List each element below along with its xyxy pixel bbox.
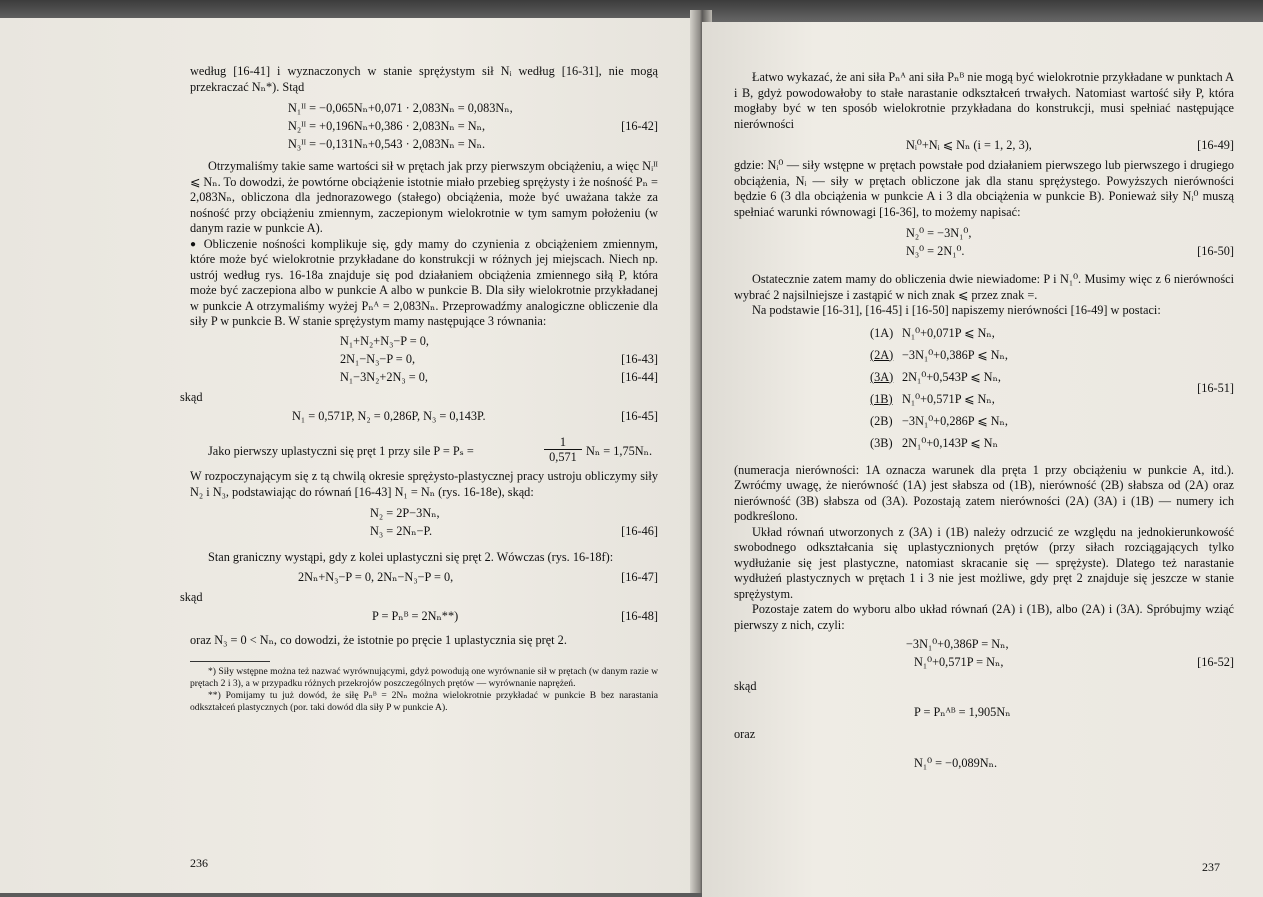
eq-tag-16-44: [16-44] <box>621 369 658 384</box>
eq-tag-16-43: [16-43] <box>621 351 658 366</box>
eq-16-50-line2: N₃⁰ = 2N₁⁰. <box>906 244 965 258</box>
ineq-expr: 2N₁⁰+0,543P ⩽ Nₙ, <box>902 369 1001 384</box>
eq-tag-16-42: [16-42] <box>621 119 658 133</box>
right-para-3: Ostatecznie zatem mamy do obliczenia dwie niewiadome: P i N₁⁰. Musimy więc z 6 nierówności wybrać 2 najsilniejsze i zastąpić w nich znak ⩽ przez znak =. <box>734 272 1234 302</box>
eq-tag-16-49: [16-49] <box>1197 138 1234 152</box>
ineq-label: (1A) <box>870 325 894 340</box>
footnote-1: *) Siły wstępne można też nazwać wyrównującymi, gdyż powodują one wyrównanie sił w prętach (w danym razie w prętach 2 i 3), a w przypadku różnych przekrojów poszczególnych prętów — wyrównanie naprężeń. <box>190 665 658 689</box>
eq-16-52-line1: −3N₁⁰+0,386P = Nₙ, <box>906 637 1009 651</box>
ineq-2b <box>734 413 1234 435</box>
eq-16-43-line1: N₁+N₂+N₃−P = 0, <box>340 333 429 348</box>
ineq-label: (3B) <box>870 435 893 450</box>
ineq-label: (1B) <box>870 391 893 406</box>
left-column <box>180 64 658 714</box>
fraction-num: 1 <box>559 435 567 449</box>
left-para-2: Otrzymaliśmy takie same wartości sił w prętach jak przy pierwszym obciążeniu, a więc Nᵢᴵᴵ ⩽ Nₙ. To dowodzi, że powtórne obciążenie istotnie miało przebieg sprężysty i że nośność Pₙ = 2,083Nₙ, obliczona dla jednorazowego (stałego) obciążenia, może być uważana także za nośność przy obciążeniu zmiennym, zaczepionym wielokrotnie w tym samym położeniu (w danym razie w punkcie A). <box>190 159 658 235</box>
eq-tag-16-45: [16-45] <box>621 409 658 423</box>
oraz-right: oraz <box>734 726 756 741</box>
ineq-3a <box>734 369 1234 391</box>
right-para-2: gdzie: Nᵢ⁰ — siły wstępne w prętach powstałe pod działaniem pierwszego lub pierwszego i drugiego obciążenia, Nᵢ — siły w prętach obliczone jak dla stanu sprężystego. Powyższych nierówności będzie 6 (3 dla obciążenia w punkcie A i 3 dla obciążenia w punkcie B). Ponieważ siły Nᵢ⁰ muszą spełniać warunki równowagi [16-36], to możemy napisać: <box>734 158 1234 219</box>
right-para-1: Łatwo wykazać, że ani siła Pₙᴬ ani siła Pₙᴮ nie mogą być wielokrotnie przykładane w punktach A i B, gdyż powodowałoby to stałe narastanie odkształceń trwałych. Natomiast wartość siły P, która mogłaby być w ten sposób wielokrotnie przykładana do konstrukcji, musi spełniać następujące nierówności <box>734 70 1234 131</box>
eq-block-16-43-44 <box>190 334 658 390</box>
eq-16-49: Nᵢ⁰+Nᵢ ⩽ Nₙ (i = 1, 2, 3), <box>906 138 1032 152</box>
eq-tag-16-50: [16-50] <box>1197 244 1234 258</box>
eq-16-45-row <box>190 409 658 431</box>
fraction-den: 0,571 <box>549 450 577 464</box>
eq-16-48-row <box>190 609 658 627</box>
left-page <box>0 18 700 893</box>
eq-16-47: 2Nₙ+N₃−P = 0, 2Nₙ−N₃−P = 0, <box>298 569 454 584</box>
ineq-expr: −3N₁⁰+0,386P ⩽ Nₙ, <box>902 347 1008 362</box>
ineq-expr: 2N₁⁰+0,143P ⩽ Nₙ <box>902 435 998 450</box>
right-page <box>702 22 1263 897</box>
bullet-icon: ● <box>190 238 199 250</box>
left-para-7: oraz N₃ = 0 < Nₙ, co dowodzi, że istotnie po pręcie 1 uplastycznia się pręt 2. <box>190 633 567 647</box>
left-para-6: Stan graniczny wystąpi, gdy z kolei uplastyczni się pręt 2. Wówczas (rys. 16-18f): <box>208 550 614 564</box>
ineq-1b <box>734 391 1234 413</box>
eq-16-48: P = Pₙᴮ = 2Nₙ**) <box>372 609 459 623</box>
eq-block-16-50 <box>734 226 1234 266</box>
eq-tag-16-52: [16-52] <box>1197 655 1234 669</box>
eq-n1-row <box>734 756 1234 774</box>
eq-tag-16-46: [16-46] <box>621 524 658 538</box>
left-para-4a: Jako pierwszy uplastyczni się pręt 1 przy sile P = Pₛ = <box>208 444 474 458</box>
eq-16-50-line1: N₂⁰ = −3N₁⁰, <box>906 226 972 240</box>
page-number-right: 237 <box>1202 860 1220 874</box>
left-para-5: W rozpoczynającym się z tą chwilą okresie sprężysto-plastycznej pracy ustroju obliczymy siły N₂ i N₃, podstawiając do równań [16-43] N₁ = Nₙ (rys. 16-18e), skąd: <box>190 469 658 499</box>
right-para-4: Na podstawie [16-31], [16-45] i [16-50] napiszemy nierówności [16-49] w postaci: <box>752 303 1161 317</box>
ineq-1a <box>734 325 1234 347</box>
eq-16-46-line1: N₂ = 2P−3Nₙ, <box>370 506 440 520</box>
eq-tag-16-47: [16-47] <box>621 569 658 584</box>
eq-block-16-46 <box>190 506 658 544</box>
eq-p-row <box>734 705 1234 723</box>
eq-p-ab: P = Pₙᴬᴮ = 1,905Nₙ <box>914 704 1011 719</box>
eq-16-47-row <box>190 570 658 588</box>
right-para-6: Układ równań utworzonych z (3A) i (1B) należy odrzucić ze względu na jednokierunkowość swobodnego odkształcania się uplastycznionych prętów (przy siłach rozciągających tylko wydłużanie się jest plastyczne, natomiast skracanie się — sprężyste). Dlatego też narastanie wydłużeń plastycznych w prętach 1 i 3 nie jest możliwe, gdy pręt 2 znajduje się jeszcze w stanie sprężystym. <box>734 524 1234 601</box>
eq-16-45: N₁ = 0,571P, N₂ = 0,286P, N₃ = 0,143P. <box>292 409 486 423</box>
ineq-2a <box>734 347 1234 369</box>
eq-block-16-52 <box>734 637 1234 675</box>
eq-n1: N₁⁰ = −0,089Nₙ. <box>914 756 998 770</box>
left-para-1: według [16-41] i wyznaczonych w stanie sprężystym sił Nᵢ według [16-31], nie mogą przekraczać Nₙ*). Stąd <box>190 64 658 94</box>
ineq-3b <box>734 435 1234 457</box>
ineq-label: (3A) <box>870 369 894 384</box>
eq-16-42-line3: N₃ᴵᴵ = −0,131Nₙ+0,543 · 2,083Nₙ = Nₙ. <box>288 137 486 151</box>
eq-16-52-line2: N₁⁰+0,571P = Nₙ, <box>914 655 1004 669</box>
ineq-expr: −3N₁⁰+0,286P ⩽ Nₙ, <box>902 413 1008 428</box>
eq-16-49-row <box>734 138 1234 158</box>
page-number-left: 236 <box>190 856 208 870</box>
right-para-7: Pozostaje zatem do wyboru albo układ równań (2A) i (1B), albo (2A) i (3A). Spróbujmy wziąć pierwszy z nich, czyli: <box>734 602 1234 632</box>
skad-2: skąd <box>180 589 203 604</box>
skad-right: skąd <box>734 679 757 693</box>
right-para-5: (numeracja nierówności: 1A oznacza warunek dla pręta 1 przy obciążeniu w punkcie A, itd.). Zwróćmy uwagę, że nierówność (1A) jest słabsza od (1B), nierówność (2B) słabsza od (2A) oraz nierówność (3B) słabsza od (3A). Pozostają zatem nierówności (2A) (3A) i (1B) — numery ich podkreślono. <box>734 462 1234 523</box>
eq-16-44: N₁−3N₂+2N₃ = 0, <box>340 369 428 384</box>
ineq-label: (2A) <box>870 347 894 362</box>
skad-1: skąd <box>180 389 203 404</box>
footnote-rule <box>190 661 270 662</box>
eq-block-16-42 <box>190 101 658 155</box>
ineq-label: (2B) <box>870 413 893 428</box>
para-4-row <box>190 435 658 469</box>
eq-tag-16-51: [16-51] <box>1197 380 1234 395</box>
left-para-3-wrap <box>190 237 658 330</box>
eq-16-42-line1: N₁ᴵᴵ = −0,065Nₙ+0,071 · 2,083Nₙ = 0,083Nₙ, <box>288 101 513 115</box>
eq-tag-16-48: [16-48] <box>621 609 658 623</box>
left-para-3: Obliczenie nośności komplikuje się, gdy mamy do czynienia z obciążeniem zmiennym, które może być wielokrotnie przykładane do konstrukcji w różnych jej miejscach. Niech np. ustrój według rys. 16-18a znajduje się pod działaniem obciążenia zmiennego siłą P, która może być zaczepiona albo w punkcie A albo w punkcie B. Dla siły wielokrotnie przykładanej w punkcie A otrzymaliśmy wyżej Pₙᴬ = 2,083Nₙ. Przeprowadźmy analogiczne obliczenie dla siły P w punkcie B. W stanie sprężystym mamy następujące 3 równania: <box>190 236 658 328</box>
left-para-4b: Nₙ = 1,75Nₙ. <box>586 444 653 458</box>
ineq-expr: N₁⁰+0,071P ⩽ Nₙ, <box>902 325 995 340</box>
fraction <box>544 435 582 464</box>
eq-16-43-line2: 2N₁−N₃−P = 0, <box>340 351 416 366</box>
eq-16-46-line2: N₃ = 2Nₙ−P. <box>370 524 433 538</box>
footnote-2: **) Pomijamy tu już dowód, że siłę Pₙᴮ = 2Nₙ można wielokrotnie przykładać w punkcie B bez narastania odkształceń plastycznych (por. taki dowód dla siły P w punkcie A). <box>190 689 658 713</box>
eq-16-42-line2: N₂ᴵᴵ = +0,196Nₙ+0,386 · 2,083Nₙ = Nₙ, <box>288 119 486 133</box>
right-column <box>734 70 1234 774</box>
inequalities-16-51 <box>734 325 1234 459</box>
ineq-expr: N₁⁰+0,571P ⩽ Nₙ, <box>902 391 995 406</box>
